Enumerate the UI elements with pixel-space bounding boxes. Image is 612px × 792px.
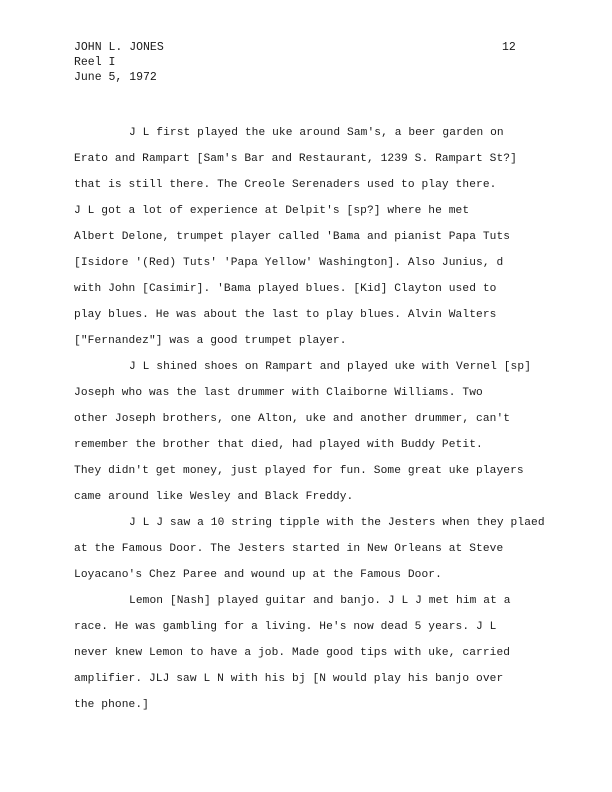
text-line: race. He was gambling for a living. He's now dead 5 years. J L: [74, 621, 497, 633]
text-line: came around like Wesley and Black Freddy.: [74, 491, 354, 503]
text-line: J L got a lot of experience at Delpit's [sp?] where he met: [74, 205, 470, 217]
text-line: Lemon [Nash] played guitar and banjo. J L J met him at a: [129, 595, 511, 607]
document-header: [74, 40, 164, 85]
text-line: with John [Casimir]. 'Bama played blues. [Kid] Clayton used to: [74, 283, 497, 295]
text-line: Loyacano's Chez Paree and wound up at the Famous Door.: [74, 569, 442, 581]
text-line: other Joseph brothers, one Alton, uke and another drummer, can't: [74, 413, 511, 425]
text-line: J L J saw a 10 string tipple with the Jesters when they plaed: [129, 517, 545, 529]
text-line: J L first played the uke around Sam's, a beer garden on: [129, 127, 504, 139]
text-line: play blues. He was about the last to play blues. Alvin Walters: [74, 309, 497, 321]
reel-label: Reel I: [74, 56, 116, 69]
text-line: Erato and Rampart [Sam's Bar and Restaurant, 1239 S. Rampart St?]: [74, 153, 517, 165]
text-line: J L shined shoes on Rampart and played uke with Vernel [sp]: [129, 361, 532, 373]
text-line: They didn't get money, just played for fun. Some great uke players: [74, 465, 524, 477]
text-line: never knew Lemon to have a job. Made good tips with uke, carried: [74, 647, 511, 659]
text-line: Albert Delone, trumpet player called 'Bama and pianist Papa Tuts: [74, 231, 511, 243]
interview-date: June 5, 1972: [74, 71, 157, 84]
text-line: that is still there. The Creole Serenaders used to play there.: [74, 179, 497, 191]
text-line: at the Famous Door. The Jesters started in New Orleans at Steve: [74, 543, 504, 555]
text-line: the phone.]: [74, 699, 149, 711]
text-line: Joseph who was the last drummer with Claiborne Williams. Two: [74, 387, 483, 399]
text-line: amplifier. JLJ saw L N with his bj [N would play his banjo over: [74, 673, 504, 685]
transcript-body: [74, 120, 574, 718]
text-line: ["Fernandez"] was a good trumpet player.: [74, 335, 347, 347]
interviewee-name: JOHN L. JONES: [74, 41, 164, 54]
text-line: [Isidore '(Red) Tuts' 'Papa Yellow' Washington]. Also Junius, d: [74, 257, 504, 269]
page-number: 12: [502, 41, 516, 54]
text-line: remember the brother that died, had played with Buddy Petit.: [74, 439, 483, 451]
